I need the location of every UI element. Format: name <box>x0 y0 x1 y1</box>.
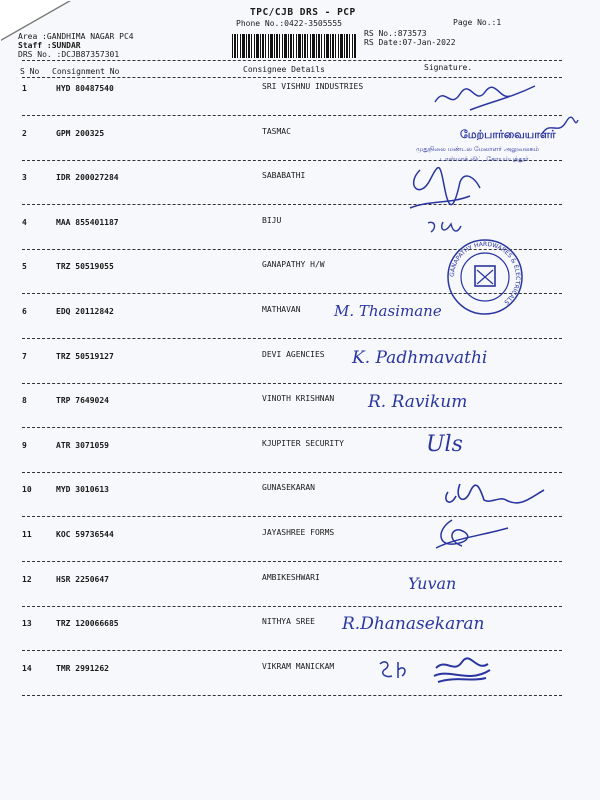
row-consignee: AMBIKESHWARI <box>262 573 320 582</box>
row-sno: 6 <box>22 307 27 316</box>
rs-date: RS Date:07-Jan-2022 <box>364 38 456 47</box>
row-sno: 8 <box>22 396 27 405</box>
ganapathy-stamp-ring-text: GANAPATHY HARDWARES & ELECTRICALS <box>448 240 522 306</box>
row-consignee: VIKRAM MANICKAM <box>262 662 335 671</box>
signature-row-4 <box>425 218 465 240</box>
row-sno: 12 <box>22 575 32 584</box>
row-consignment-no: TRP 7649024 <box>56 396 109 405</box>
row-divider <box>22 383 562 384</box>
rs-number: RS No.:873573 <box>364 29 427 38</box>
signature-row-9: Uls <box>426 432 463 457</box>
tasmac-stamp-line1: முதுநிலை மண்டல மேலாளர் அலுவலகம் <box>416 145 539 153</box>
row-consignment-no: IDR 200027284 <box>56 173 119 182</box>
row-consignment-no: TRZ 50519127 <box>56 352 114 361</box>
row-sno: 2 <box>22 129 27 138</box>
signature-row-11 <box>432 516 512 552</box>
signature-row-12: Yuvan <box>408 574 457 593</box>
row-consignee: TASMAC <box>262 127 291 136</box>
signature-row-14 <box>376 654 496 690</box>
signature-row-10 <box>440 478 550 514</box>
column-header-consignment: Consignment No <box>52 67 120 76</box>
staff-label: Staff :SUNDAR <box>18 41 81 50</box>
signature-row-7: K. Padhmavathi <box>352 348 488 368</box>
tasmac-stamp-title: மேற்பார்வையாளர் <box>460 128 556 141</box>
area-label: Area :GANDHIMA NAGAR PC4 <box>18 32 134 41</box>
row-consignment-no: GPM 200325 <box>56 129 105 138</box>
row-consignment-no: HSR 2250647 <box>56 575 109 584</box>
row-consignment-no: TMR 2991262 <box>56 664 109 673</box>
row-consignment-no: HYD 80487540 <box>56 84 114 93</box>
page-number: Page No.:1 <box>453 18 502 27</box>
row-consignment-no: TRZ 120066685 <box>56 619 119 628</box>
row-consignee: GANAPATHY H/W <box>262 260 325 269</box>
row-divider <box>22 695 562 696</box>
row-sno: 10 <box>22 485 32 494</box>
row-sno: 5 <box>22 262 27 271</box>
signature-row-2 <box>540 116 580 140</box>
column-header-sno: S No <box>20 67 40 76</box>
signature-row-8: R. Ravikum <box>368 392 468 412</box>
row-consignee: KJUPITER SECURITY <box>262 439 344 448</box>
document-title: TPC/CJB DRS - PCP <box>250 7 356 18</box>
signature-row-3 <box>400 160 520 220</box>
row-divider <box>22 338 562 339</box>
row-sno: 9 <box>22 441 27 450</box>
row-divider <box>22 606 562 607</box>
ganapathy-stamp <box>446 238 524 316</box>
row-divider <box>22 427 562 428</box>
row-sno: 1 <box>22 84 27 93</box>
column-header-signature: Signature. <box>424 63 473 72</box>
phone-number: Phone No.:0422-3505555 <box>236 19 342 28</box>
row-consignee: DEVI AGENCIES <box>262 350 325 359</box>
row-consignment-no: MYD 3010613 <box>56 485 109 494</box>
tasmac-stamp-line2: டாஸ்மாக் லிட், கோயம்புத்தூர் <box>440 155 529 163</box>
row-sno: 7 <box>22 352 27 361</box>
column-header-consignee: Consignee Details <box>243 65 325 74</box>
row-consignee: VINOTH KRISHNAN <box>262 394 335 403</box>
signature-row-6: M. Thasimane <box>334 302 442 320</box>
row-sno: 11 <box>22 530 32 539</box>
row-consignee: JAYASHREE FORMS <box>262 528 335 537</box>
row-divider <box>22 472 562 473</box>
row-consignment-no: TRZ 50519055 <box>56 262 114 271</box>
row-consignment-no: MAA 855401187 <box>56 218 119 227</box>
row-consignee: GUNASEKARAN <box>262 483 315 492</box>
row-divider <box>22 650 562 651</box>
row-consignment-no: KOC 59736544 <box>56 530 114 539</box>
row-consignment-no: ATR 3071059 <box>56 441 109 450</box>
drs-number: DRS No. :DCJB87357301 <box>18 50 120 59</box>
row-consignee: BIJU <box>262 216 282 225</box>
row-consignee: NITHYA SREE <box>262 617 315 626</box>
row-divider <box>22 561 562 562</box>
row-consignee: MATHAVAN <box>262 305 301 314</box>
row-sno: 13 <box>22 619 32 628</box>
row-sno: 3 <box>22 173 27 182</box>
signature-row-13: R.Dhanasekaran <box>342 614 485 634</box>
row-consignee: SRI VISHNU INDUSTRIES <box>262 82 364 91</box>
row-consignment-no: EDQ 20112842 <box>56 307 114 316</box>
signature-row-1 <box>430 80 540 116</box>
row-consignee: SABABATHI <box>262 171 306 180</box>
row-sno: 14 <box>22 664 32 673</box>
row-sno: 4 <box>22 218 27 227</box>
